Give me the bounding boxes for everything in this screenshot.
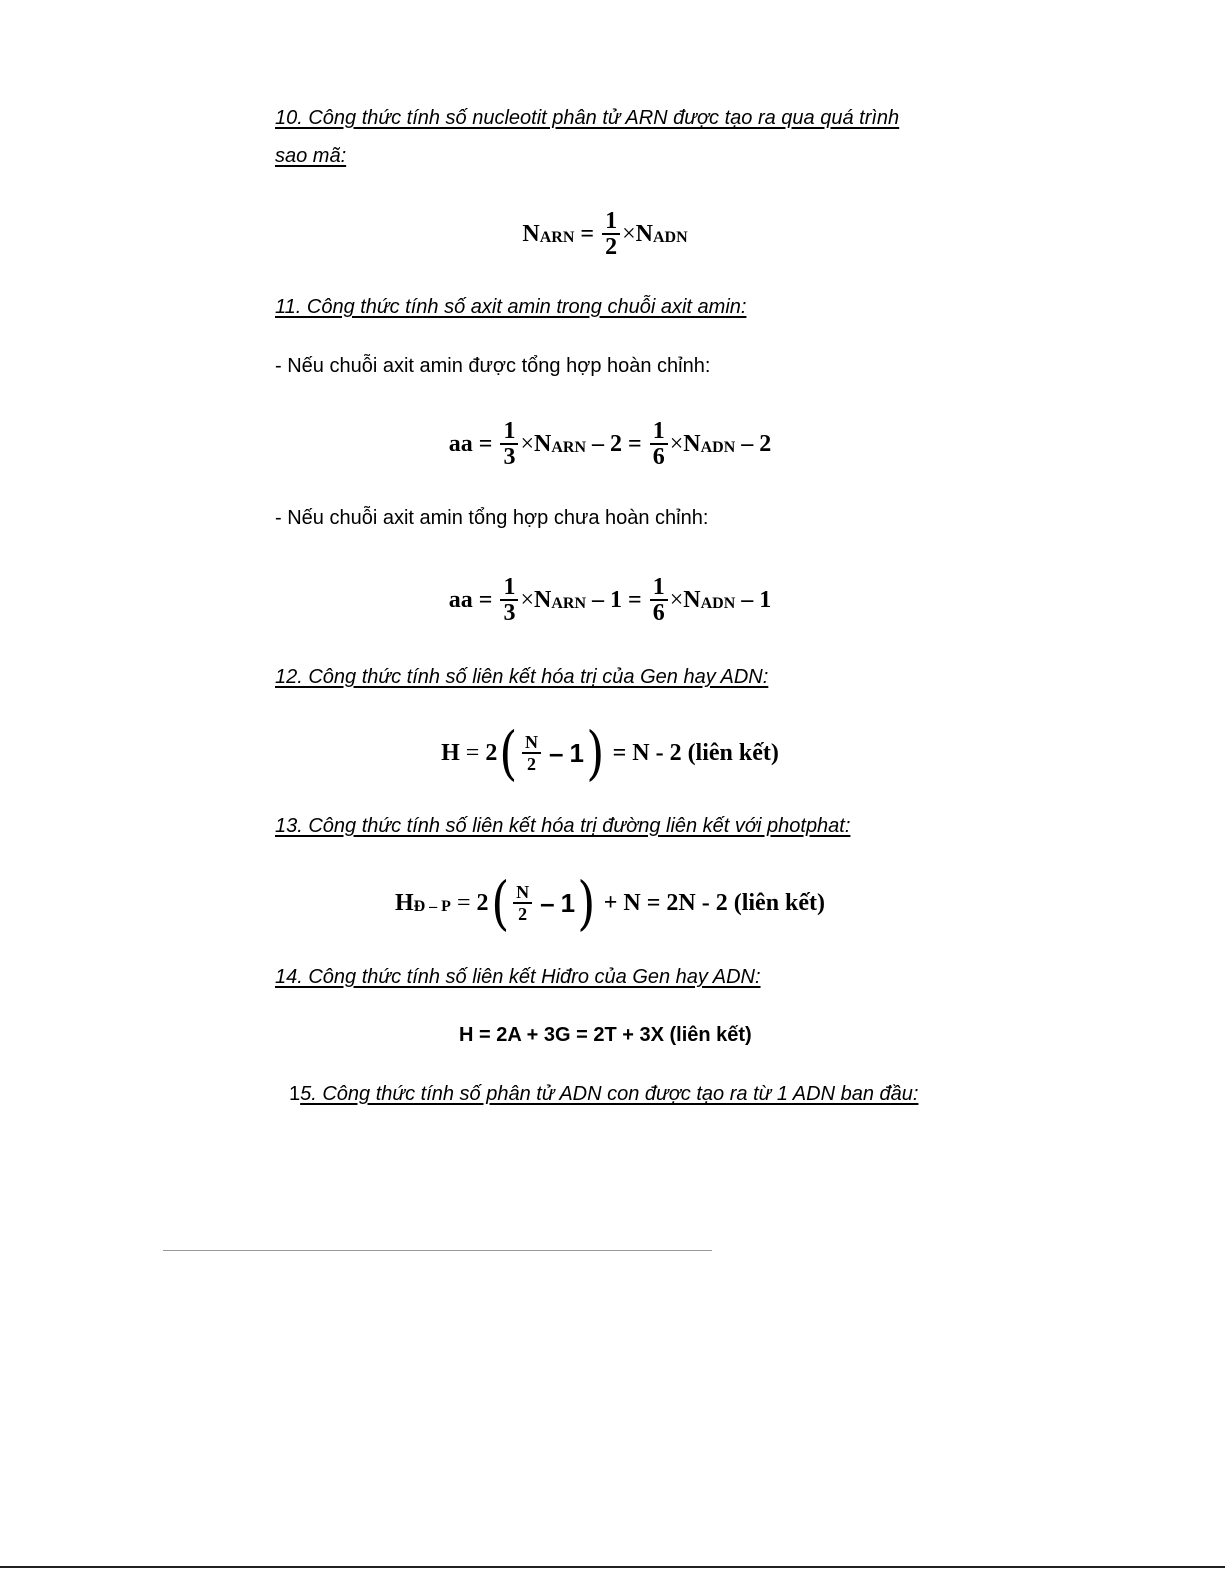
subscript-adn: ADN	[652, 229, 688, 246]
fraction-one-sixth: $\frac{1}{6}$	[650, 419, 668, 469]
formula-result: + N = 2N - 2 (liên kết)	[603, 889, 826, 916]
times-sign: ×	[622, 220, 636, 247]
formula-h-covalent: H = 2 ( $\frac{N}{2}$ – 1 ) = N - 2 (liên kết)	[441, 719, 779, 787]
right-paren: )	[577, 869, 596, 937]
formula-result: = N - 2 (liên kết)	[612, 739, 779, 766]
fraction-one-third: $\frac{1}{3}$	[500, 575, 518, 625]
fraction-n-half: $\frac{N}{2}$	[522, 732, 541, 774]
formula-aa-complete: aa = $\frac{1}{3}$ × N ARN – 2 = $\frac{1}{6}$ × N ADN – 2	[448, 418, 772, 470]
left-paren: (	[499, 719, 518, 787]
subscript-d-p: Đ – P	[413, 898, 451, 915]
fraction-one-sixth: $\frac{1}{6}$	[650, 575, 668, 625]
subscript-arn: ARN	[539, 229, 575, 246]
equals-sign: =	[580, 220, 595, 247]
section-11-heading: 11. Công thức tính số axit amin trong chuỗi axit amin:	[275, 296, 747, 318]
section-14-heading: 14. Công thức tính số liên kết Hiđro của Gen hay ADN:	[275, 966, 761, 988]
section-15-heading-text: 5. Công thức tính số phân tử ADN con được tạo ra từ 1 ADN ban đầu:	[300, 1083, 919, 1105]
formula-hydrogen-bonds: H = 2A + 3G = 2T + 3X (liên kết)	[459, 1024, 752, 1046]
fraction-n-half: $\frac{N}{2}$	[513, 882, 532, 924]
formula-h-sugar-phosphate: H Đ – P = 2 ( $\frac{N}{2}$ – 1 ) + N = 2N - 2 (liên kết)	[394, 869, 826, 937]
section-15-heading	[289, 1082, 918, 1106]
fraction-one-third: $\frac{1}{3}$	[500, 419, 518, 469]
case-incomplete-text: - Nếu chuỗi axit amin tổng hợp chưa hoàn chỉnh:	[275, 507, 709, 529]
symbol-n: N	[635, 220, 653, 247]
section-10-heading: 10. Công thức tính số nucleotit phân tử ARN được tạo ra qua quá trình	[275, 107, 900, 129]
symbol-n: N	[522, 220, 540, 247]
left-paren: (	[490, 869, 509, 937]
fraction-one-half: $\frac{1}{2}$	[602, 209, 620, 259]
case-complete-text: - Nếu chuỗi axit amin được tổng hợp hoàn chỉnh:	[275, 355, 711, 377]
right-paren: )	[586, 719, 605, 787]
footer-divider	[163, 1250, 712, 1251]
formula-aa-incomplete: aa = $\frac{1}{3}$ × N ARN – 1 = $\frac{1}{6}$ × N ADN – 1	[448, 574, 772, 626]
section-15-number-prefix: 1	[289, 1083, 301, 1105]
page-bottom-border	[0, 1566, 1225, 1568]
section-13-heading: 13. Công thức tính số liên kết hóa trị đường liên kết với photphat:	[275, 815, 851, 837]
section-10-heading-continued: sao mã:	[275, 145, 347, 167]
formula-n-arn	[470, 202, 740, 266]
section-12-heading: 12. Công thức tính số liên kết hóa trị của Gen hay ADN:	[275, 666, 769, 688]
